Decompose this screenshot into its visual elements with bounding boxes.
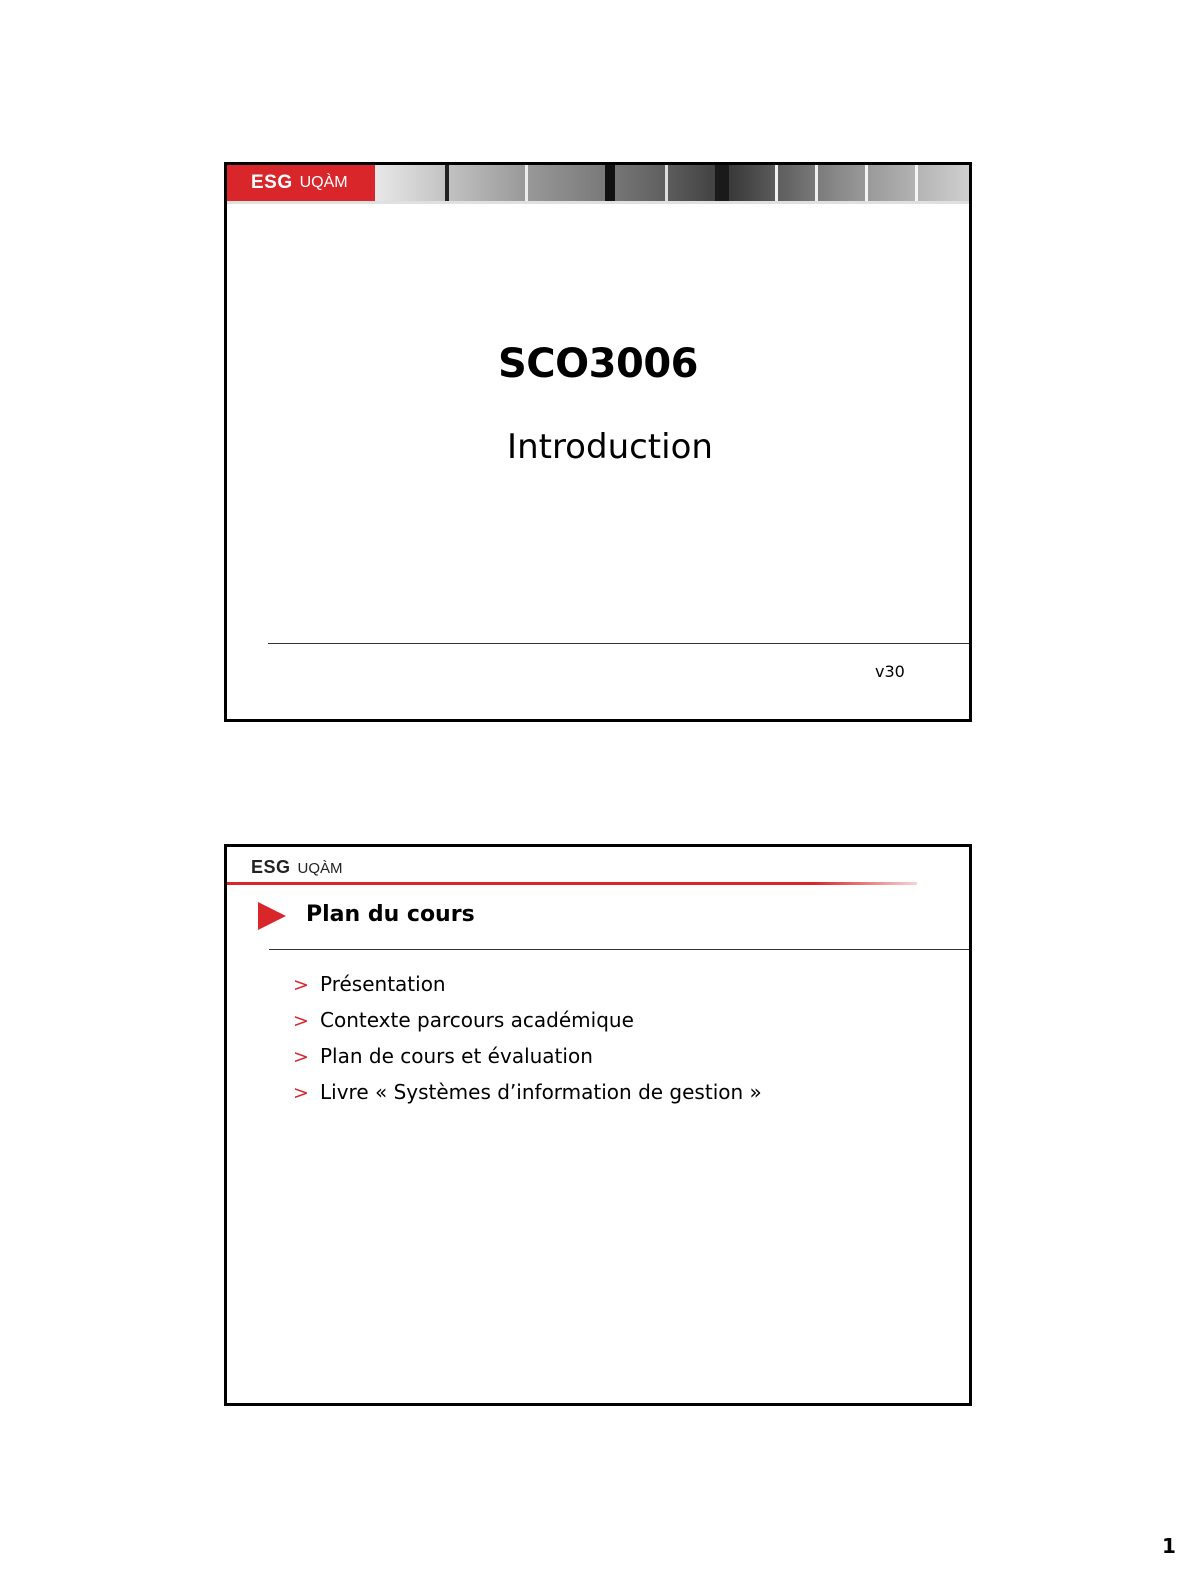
heading-divider: [269, 949, 969, 950]
footer-divider: [268, 643, 969, 644]
esg-uqam-logo: [251, 857, 343, 878]
list-item-text: Plan de cours et évaluation: [320, 1044, 593, 1068]
play-arrow-icon: [258, 902, 286, 930]
logo-uqam-text: UQÀM: [297, 860, 343, 877]
list-item: [293, 1008, 762, 1044]
logo-esg-text: ESG: [251, 172, 293, 193]
chevron-right-icon: >: [293, 974, 309, 996]
version-label: v30: [875, 662, 905, 681]
list-item: [293, 1080, 762, 1116]
page-number: 1: [1162, 1534, 1176, 1558]
esg-uqam-logo: [227, 165, 375, 201]
logo-uqam-text: UQÀM: [299, 174, 348, 191]
building-photo: [375, 165, 969, 201]
slide-subtitle-text: Introduction: [507, 427, 713, 467]
header-red-line: [227, 882, 917, 885]
list-item: [293, 1044, 762, 1080]
banner-shadow: [227, 201, 969, 204]
list-item: [293, 972, 762, 1008]
logo-esg-text: ESG: [251, 857, 291, 877]
chevron-right-icon: >: [293, 1046, 309, 1068]
bullet-list: [293, 972, 762, 1116]
slide-plan: [224, 844, 972, 1406]
slide-title: [224, 162, 972, 722]
slide-heading: Plan du cours: [306, 902, 475, 927]
slide-title-text: SCO3006: [498, 341, 698, 387]
list-item-text: Présentation: [320, 972, 446, 996]
chevron-right-icon: >: [293, 1010, 309, 1032]
list-item-text: Livre « Systèmes d’information de gestion »: [320, 1080, 762, 1104]
header-banner: [227, 165, 969, 201]
chevron-right-icon: >: [293, 1082, 309, 1104]
list-item-text: Contexte parcours académique: [320, 1008, 634, 1032]
